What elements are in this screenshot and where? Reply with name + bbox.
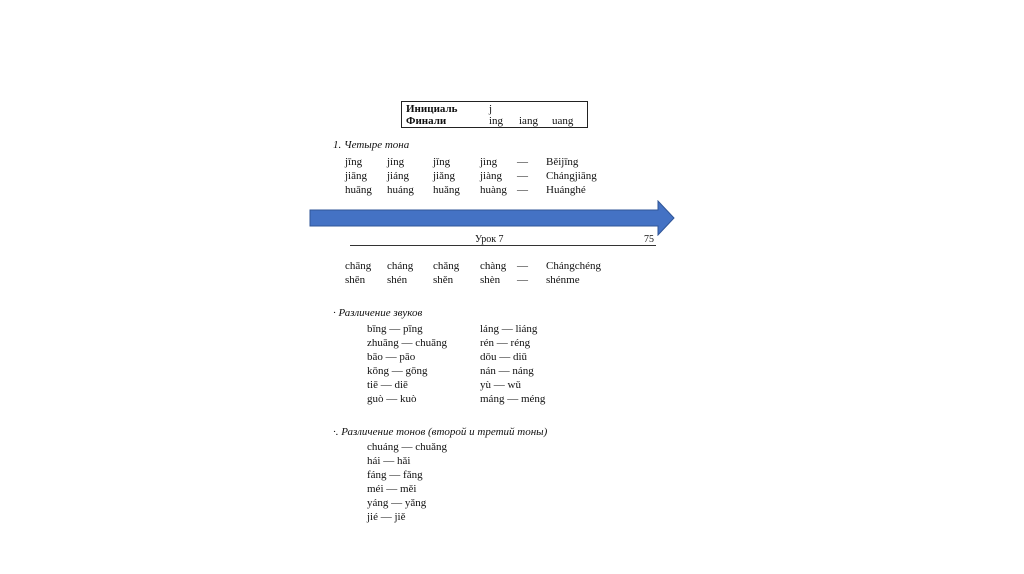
tone-pair: fáng — fǎng xyxy=(367,469,423,481)
sound-pair: máng — méng xyxy=(480,393,546,405)
pinyin-syllable: cháng xyxy=(387,260,414,272)
sound-pair: dōu — diū xyxy=(480,351,528,363)
pinyin-syllable: Chángjiāng xyxy=(546,170,597,182)
pinyin-syllable: jǐng xyxy=(433,156,451,168)
pinyin-syllable: shénme xyxy=(546,274,580,286)
dash: — xyxy=(517,184,528,196)
pinyin-syllable: jìng xyxy=(480,156,498,168)
pinyin-syllable: shèn xyxy=(480,274,501,286)
dash: — xyxy=(517,274,528,286)
pinyin-syllable: huāng xyxy=(345,184,372,196)
sound-pair: tiē — diē xyxy=(367,379,408,391)
sound-pair: nán — náng xyxy=(480,365,534,377)
page-number: 75 xyxy=(644,234,654,245)
final-value: uang xyxy=(552,115,574,127)
pinyin-syllable: jiǎng xyxy=(433,170,455,182)
tone-pair: méi — měi xyxy=(367,483,417,495)
pinyin-syllable: huàng xyxy=(480,184,507,196)
sound-pair: bīng — pīng xyxy=(367,323,423,335)
pinyin-syllable: jīng xyxy=(345,156,363,168)
dash: — xyxy=(517,156,528,168)
initial-label: Инициаль xyxy=(406,103,458,115)
pinyin-syllable: huáng xyxy=(387,184,414,196)
pinyin-syllable: Chángchéng xyxy=(546,260,601,272)
section-title-tone-distinction: ·. Различение тонов (второй и третий тоны) xyxy=(333,426,548,438)
arrow-shape xyxy=(310,201,674,235)
pinyin-syllable: jiáng xyxy=(387,170,409,182)
pinyin-syllable: shén xyxy=(387,274,408,286)
tone-pair: jié — jiě xyxy=(367,511,406,523)
sound-pair: guò — kuò xyxy=(367,393,417,405)
pinyin-syllable: huǎng xyxy=(433,184,460,196)
pinyin-syllable: Huánghé xyxy=(546,184,586,196)
pinyin-syllable: jíng xyxy=(387,156,405,168)
pinyin-syllable: jiāng xyxy=(345,170,367,182)
pinyin-syllable: jiàng xyxy=(480,170,502,182)
pinyin-syllable: chàng xyxy=(480,260,507,272)
sound-pair: rén — réng xyxy=(480,337,531,349)
tone-pair: chuáng — chuǎng xyxy=(367,441,448,453)
initial-value: j xyxy=(489,103,493,115)
sound-pair: kōng — gōng xyxy=(367,365,428,377)
final-value: iang xyxy=(519,115,538,127)
pinyin-syllable: shěn xyxy=(433,274,454,286)
header-rule xyxy=(350,245,656,246)
pinyin-syllable: chǎng xyxy=(433,260,460,272)
right-arrow-icon xyxy=(309,200,677,236)
tone-pair: yáng — yǎng xyxy=(367,497,427,509)
lesson-header: Урок 7 xyxy=(475,234,504,245)
sound-pair: bāo — pāo xyxy=(367,351,416,363)
section-title-sound-distinction: · Различение звуков xyxy=(333,307,423,319)
final-value: ing xyxy=(489,115,504,127)
pinyin-syllable: Běijīng xyxy=(546,156,579,168)
pinyin-syllable: shēn xyxy=(345,274,366,286)
pinyin-syllable: chāng xyxy=(345,260,372,272)
sound-pair: zhuāng — chuāng xyxy=(367,337,448,349)
sound-pair: yù — wǔ xyxy=(480,379,521,391)
dash: — xyxy=(517,170,528,182)
tone-pair: hái — hǎi xyxy=(367,455,411,467)
dash: — xyxy=(517,260,528,272)
section-title-four-tones: 1. Четыре тона xyxy=(333,139,410,151)
finals-label: Финали xyxy=(406,115,447,127)
sound-pair: láng — liáng xyxy=(480,323,538,335)
